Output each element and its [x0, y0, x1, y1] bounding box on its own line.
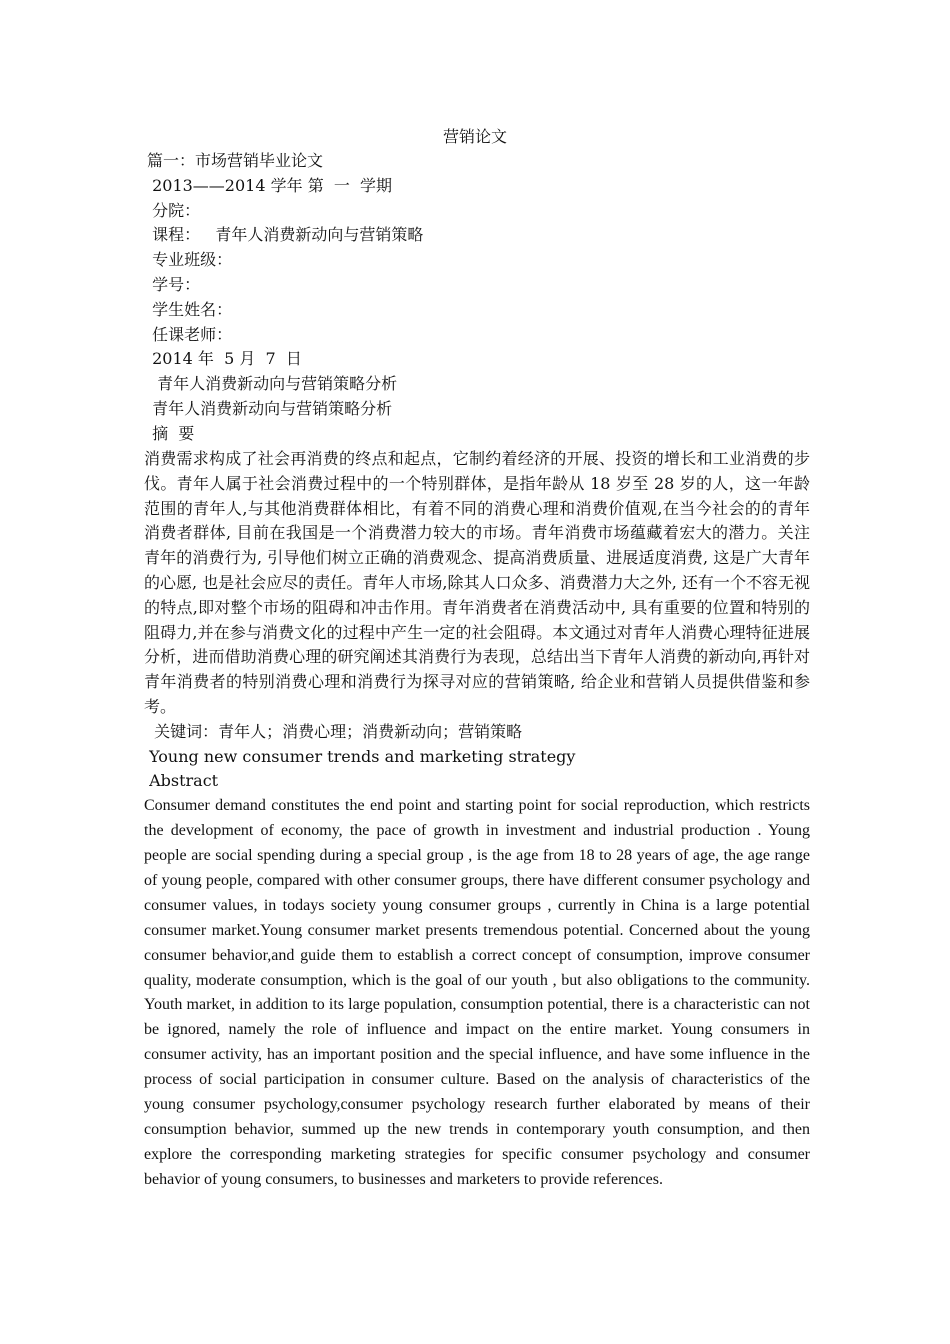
abstract-heading-en: Abstract	[144, 771, 219, 791]
student-id-field: 学号：	[147, 274, 201, 294]
academic-year: 2013——2014 学年 第 一 学期	[147, 175, 393, 195]
teacher-field: 任课老师：	[147, 324, 233, 344]
keywords-zh: 关键词：青年人；消费心理；消费新动向；营销策略	[144, 721, 523, 741]
paper-title-2: 青年人消费新动向与营销策略分析	[147, 398, 393, 418]
course-field: 课程： 青年人消费新动向与营销策略	[147, 225, 424, 245]
header-block	[147, 149, 811, 447]
document-title: 营销论文	[442, 127, 507, 146]
abstract-en: Consumer demand constitutes the end point and starting point for social reproduction, which restricts the development of economy, the pace of growth in investment and industrial production . Young people are social spending during a special group , is the age from 18 to 28 years of age, the age range of young people, compared with other consumer groups, there have different consumer psychology and consumer values, in todays society young consumer groups , currently in China is a large potential consumer market.Young consumer market presents tremendous potential. Concerned about the young consumer behavior,and guide them to establish a correct concept of consumption, improve consumer quality, moderate consumption, which is the goal of our youth , but also obligations to the community. Youth market, in addition to its large population, consumption potential, there is a characteristic can not be ignored, namely the role of influence and impact on the entire market. Young consumers in consumer activity, has an important position and the special influence, and have some influence in the process of social participation in consumer culture. Based on the analysis of characteristics of the young consumer psychology,consumer psychology research further elaborated by means of their consumption behavior, summed up the new trends in contemporary youth consumption, and then explore the corresponding marketing strategies for specific consumer psychology and consumer behavior of young consumers, to businesses and marketers to provide references.	[144, 797, 810, 1188]
section-heading: 篇一：市场营销毕业论文	[147, 151, 324, 170]
date-line: 2014 年 5 月 7 日	[147, 349, 302, 369]
department-field: 分院：	[147, 200, 201, 220]
abstract-body	[144, 447, 810, 1193]
paper-title-1: 青年人消费新动向与营销策略分析	[147, 374, 398, 394]
abstract-zh: 消费需求构成了社会再消费的终点和起点，它制约着经济的开展、投资的增长和工业消费的步伐。青年人属于社会消费过程中的一个特别群体，是指年龄从 18 岁至 28 岁的人，这一年龄范围的青年人,与其他消费群体相比，有着不同的消费心理和消费价值观,在当今社会的的青年消费者群体, 目前在我国是一个消费潜力较大的市场。青年消费市场蕴藏着宏大的潜力。关注青年的消费行为, 引导他们树立正确的消费观念、提高消费质量、进展适度消费, 这是广大青年的心愿, 也是社会应尽的责任。青年人市场,除其人口众多、消费潜力大之外, 还有一个不容无视的特点,即对整个市场的阻碍和冲击作用。青年消费者在消费活动中, 具有重要的位置和特别的阻碍力,并在参与消费文化的过程中产生一定的社会阻碍。本文通过对青年人消费心理特征进展分析，进而借助消费心理的研究阐述其消费行为表现，总结出当下青年人消费的新动向,再针对青年消费者的特别消费心理和消费行为探寻对应的营销策略, 给企业和营销人员提供借鉴和参考。	[144, 449, 810, 716]
title-en: Young new consumer trends and marketing strategy	[144, 746, 576, 766]
class-field: 专业班级：	[147, 250, 233, 270]
student-name-field: 学生姓名：	[147, 299, 233, 319]
abstract-heading-zh: 摘 要	[147, 423, 195, 443]
